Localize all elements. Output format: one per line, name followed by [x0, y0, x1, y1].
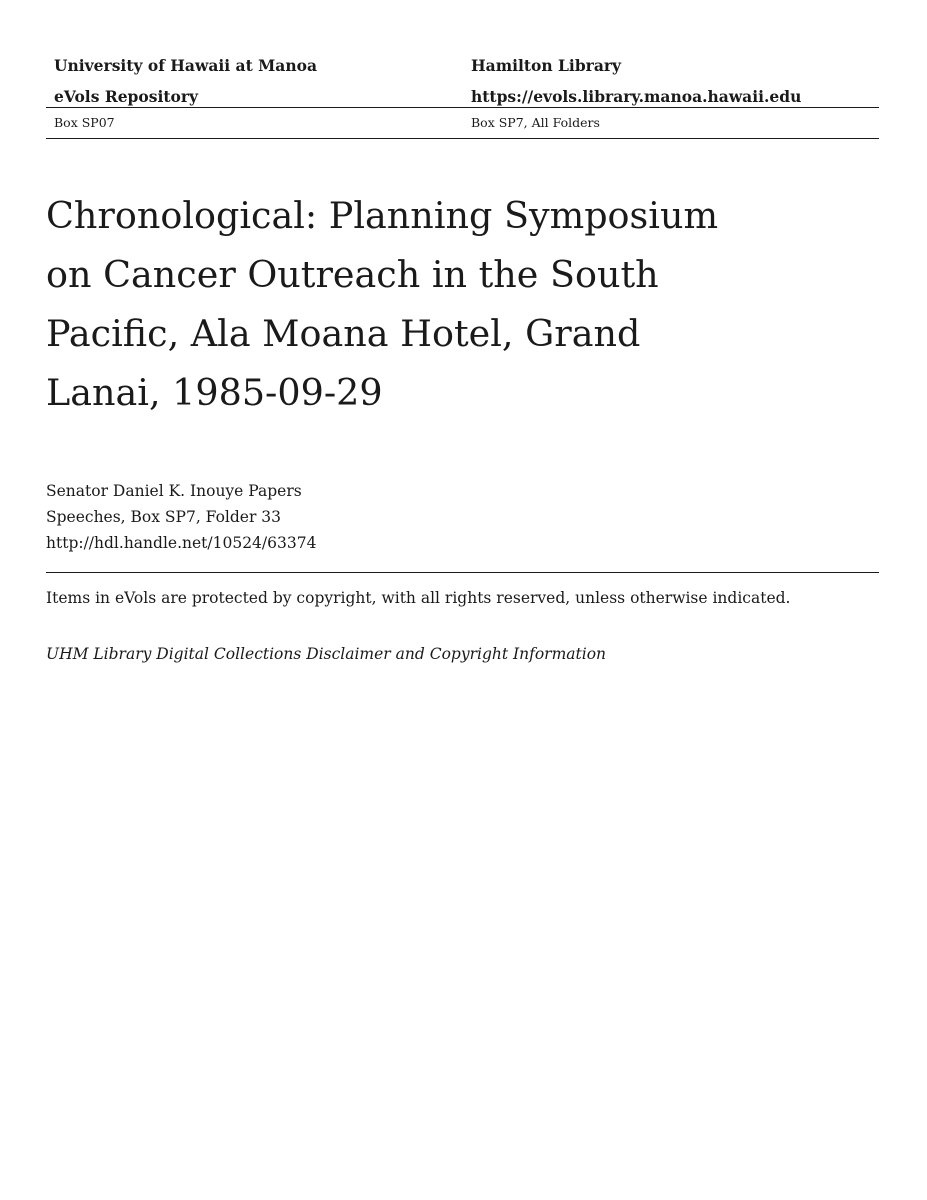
- box-label-left: Box SP07: [54, 115, 115, 130]
- header-left-cell: [46, 50, 464, 107]
- header-box-row: [46, 108, 879, 139]
- header-right-cell: [464, 50, 879, 107]
- box-label-right: Box SP7, All Folders: [471, 115, 600, 130]
- document-title: [46, 186, 806, 422]
- title-line: Chronological: Planning Symposium: [46, 194, 719, 237]
- title-line: Pacific, Ala Moana Hotel, Grand: [46, 312, 641, 355]
- divider: [46, 572, 879, 573]
- document-metadata: [46, 478, 316, 556]
- institution-name: University of Hawaii at Manoa: [54, 56, 317, 75]
- repository-header: [46, 50, 879, 139]
- folder-location: Speeches, Box SP7, Folder 33: [46, 508, 282, 526]
- library-name: Hamilton Library: [471, 56, 622, 75]
- title-line: on Cancer Outreach in the South: [46, 253, 659, 296]
- copyright-notice: Items in eVols are protected by copyright, with all rights reserved, unless otherwise indicated.: [46, 589, 791, 607]
- repository-url[interactable]: https://evols.library.manoa.hawaii.edu: [471, 87, 802, 106]
- title-line: Lanai, 1985-09-29: [46, 371, 383, 414]
- collection-name: Senator Daniel K. Inouye Papers: [46, 482, 302, 500]
- repository-name: eVols Repository: [54, 87, 199, 106]
- disclaimer-link[interactable]: UHM Library Digital Collections Disclaimer and Copyright Information: [46, 645, 607, 663]
- header-top-row: [46, 50, 879, 108]
- handle-link[interactable]: http://hdl.handle.net/10524/63374: [46, 534, 317, 552]
